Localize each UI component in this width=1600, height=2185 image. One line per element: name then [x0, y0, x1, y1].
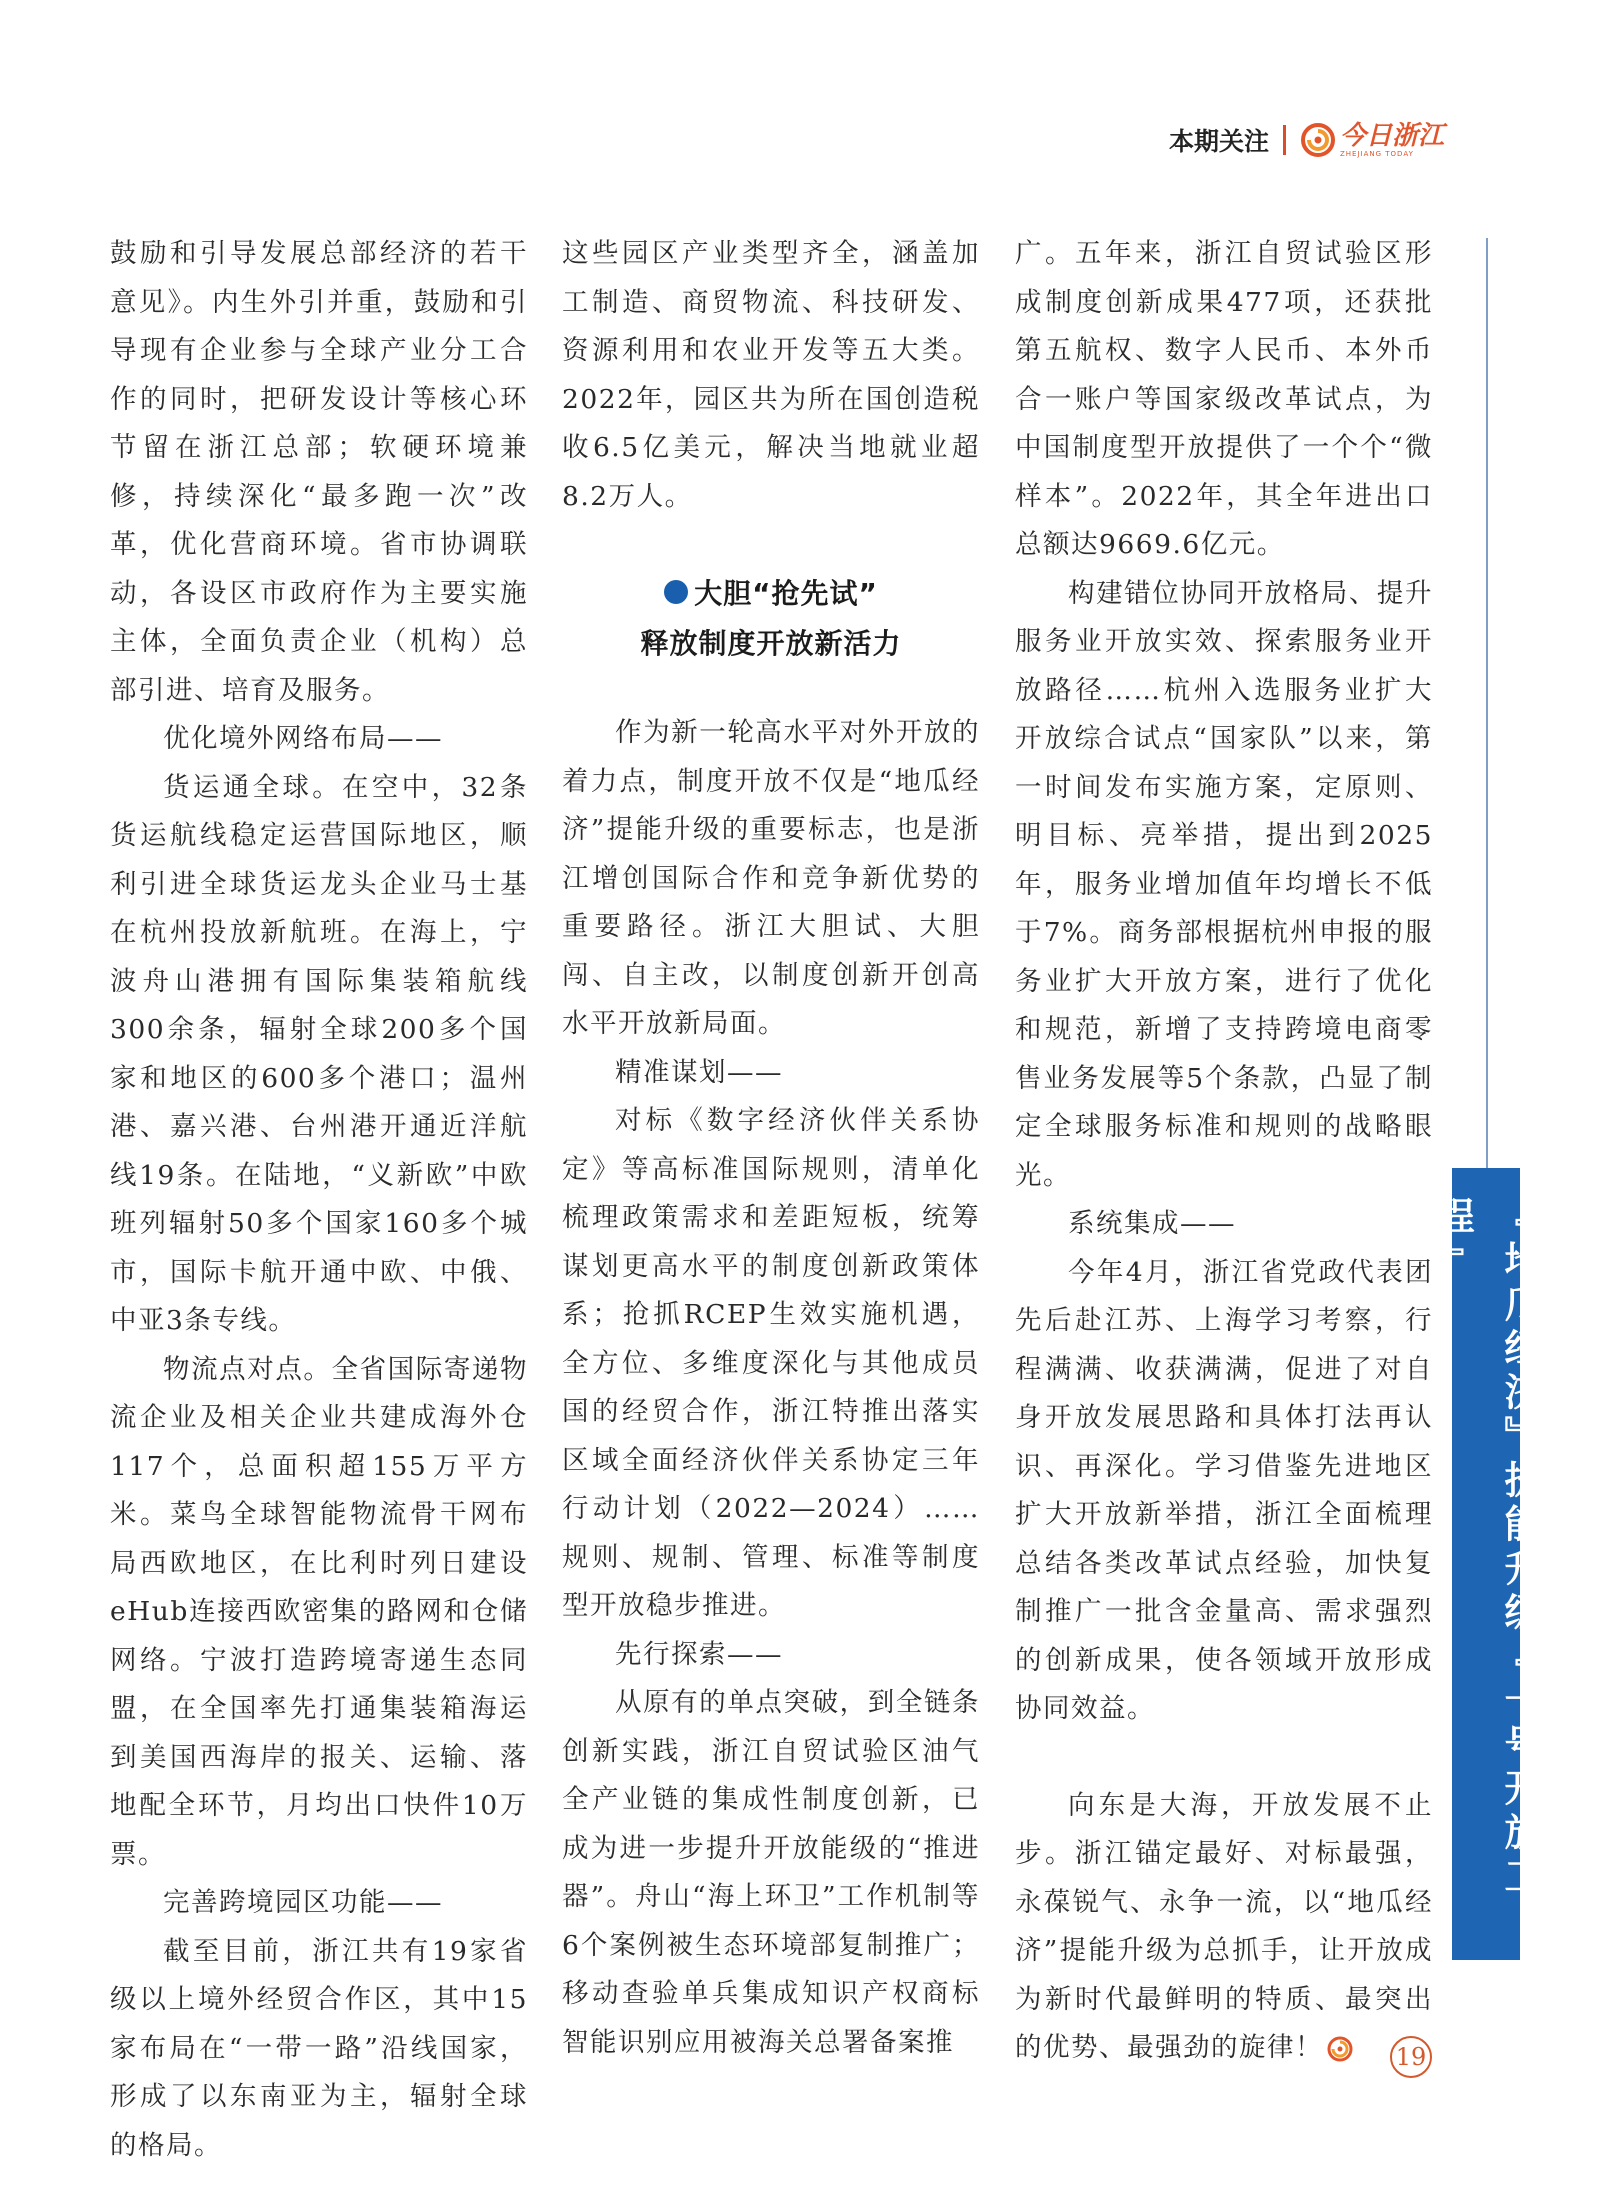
brand-name-en: ZHEJIANG TODAY — [1339, 149, 1414, 158]
section-heading — [562, 569, 980, 669]
sidebar-banner-text: 『地瓜经济』提能升级『一号开放工程』 — [1430, 1196, 1542, 1900]
subheading: 优化境外网络布局—— — [163, 723, 443, 754]
subheading: 完善跨境园区功能—— — [163, 1887, 443, 1918]
closing-paragraph — [1015, 1782, 1433, 2073]
paragraph: 截至目前，浙江共有19家省级以上境外经贸合作区，其中15家布局在“一带一路”沿线国家，形成了以东南亚为主，辐射全球的格局。 — [110, 1935, 528, 2161]
paragraph: 构建错位协同开放格局、提升服务业开放实效、探索服务业开放路径……杭州入选服务业扩大开放综合试点“国家队”以来，第一时间发布实施方案，定原则、明目标、亮举措，提出到2025年，服务业增加值年均增长不低于7%。商务部根据杭州申报的服务业扩大开放方案，进行了优化和规范，新增了支持跨境电商零售业务发展等5个条款，凸显了制定全球服务标准和规则的战略眼光。 — [1015, 577, 1433, 1191]
page-header — [1169, 120, 1444, 160]
paragraph: 从原有的单点突破，到全链条创新实践，浙江自贸试验区油气全产业链的集成性制度创新，已成为进一步提升开放能级的“推进器”。舟山“海上环卫”工作机制等6个案例被生态环境部复制推广；移动查验单兵集成知识产权商标智能识别应用被海关总署备案推 — [562, 1687, 980, 2058]
sidebar-banner — [1430, 1168, 1542, 1960]
bullet-dot-icon — [664, 580, 688, 604]
header-divider — [1283, 125, 1286, 155]
subheading: 先行探索—— — [615, 1638, 783, 1670]
paragraph: 货运通全球。在空中，32条货运航线稳定运营国际地区，顺利引进全球货运龙头企业马士基在杭州投放新航班。在海上，宁波舟山港拥有国际集装箱航线300余条，辐射全球200多个国家和地区的600多个港口；温州港、嘉兴港、台州港开通近洋航线19条。在陆地，“义新欧”中欧班列辐射50多个国家160多个城市，国际卡航开通中欧、中俄、中亚3条专线。 — [110, 771, 528, 1336]
paragraph: 物流点对点。全省国际寄递物流企业及相关企业共建成海外仓117个，总面积超155万平方米。菜鸟全球智能物流骨干网布局西欧地区，在比利时列日建设eHub连接西欧密集的路网和仓储网络。宁波打造跨境寄递生态同盟，在全国率先打通集装箱海运到美国西海岸的报关、运输、落地配全环节，月均出口快件10万票。 — [110, 1353, 528, 1870]
paragraph: 广。五年来，浙江自贸试验区形成制度创新成果477项，还获批第五航权、数字人民币、本外币合一账户等国家级改革试点，为中国制度型开放提供了一个个“微样本”。2022年，其全年进出口总额达9669.6亿元。 — [1015, 238, 1433, 560]
heading-line-1: 大胆“抢先试” — [694, 577, 878, 610]
closing-text: 向东是大海，开放发展不止步。浙江锚定最好、对标最强，永葆锐气、永争一流，以“地瓜经济”提能升级为总抓手，让开放成为新时代最鲜明的特质、最突出的优势、最强劲的旋律！ — [1015, 1789, 1433, 2063]
end-mark-icon — [1327, 2036, 1353, 2062]
article-column-1 — [110, 230, 528, 2170]
subheading: 精准谋划—— — [615, 1056, 783, 1088]
sidebar-rule — [1486, 238, 1488, 1168]
brand-swirl-icon — [1300, 122, 1336, 158]
article-column-3 — [1015, 230, 1433, 2073]
brand-name-cn: 今日浙江 — [1339, 120, 1444, 151]
article-column-2 — [562, 230, 980, 2067]
heading-line-2: 释放制度开放新活力 — [640, 627, 902, 660]
section-label: 本期关注 — [1168, 127, 1269, 156]
paragraph: 对标《数字经济伙伴关系协定》等高标准国际规则，清单化梳理政策需求和差距短板，统筹谋划更高水平的制度创新政策体系；抢抓RCEP生效实施机遇，全方位、多维度深化与其他成员国的经贸合作，浙江特推出落实区域全面经济伙伴关系协定三年行动计划（2022—2024）……规则、规制、管理、标准等制度型开放稳步推进。 — [562, 1105, 980, 1621]
subheading: 系统集成—— — [1068, 1208, 1236, 1239]
paragraph-spacer — [1015, 1734, 1433, 1782]
page-number: 19 — [1390, 2036, 1432, 2078]
paragraph: 鼓励和引导发展总部经济的若干意见》。内生外引并重，鼓励和引导现有企业参与全球产业分工合作的同时，把研发设计等核心环节留在浙江总部；软硬环境兼修，持续深化“最多跑一次”改革，优化营商环境。省市协调联动，各设区市政府作为主要实施主体，全面负责企业（机构）总部引进、培育及服务。 — [110, 238, 528, 706]
paragraph: 这些园区产业类型齐全，涵盖加工制造、商贸物流、科技研发、资源利用和农业开发等五大类。2022年，园区共为所在国创造税收6.5亿美元，解决当地就业超8.2万人。 — [562, 238, 980, 512]
paragraph: 作为新一轮高水平对外开放的着力点，制度开放不仅是“地瓜经济”提能升级的重要标志，也是浙江增创国际合作和竞争新优势的重要路径。浙江大胆试、大胆闯、自主改，以制度创新开创高水平开放新局面。 — [562, 717, 980, 1039]
paragraph: 今年4月，浙江省党政代表团先后赴江苏、上海学习考察，行程满满、收获满满，促进了对自身开放发展思路和具体打法再认识、再深化。学习借鉴先进地区扩大开放新举措，浙江全面梳理总结各类改革试点经验，加快复制推广一批含金量高、需求强烈的创新成果，使各领域开放形成协同效益。 — [1015, 1256, 1433, 1724]
brand-logo — [1300, 122, 1444, 158]
